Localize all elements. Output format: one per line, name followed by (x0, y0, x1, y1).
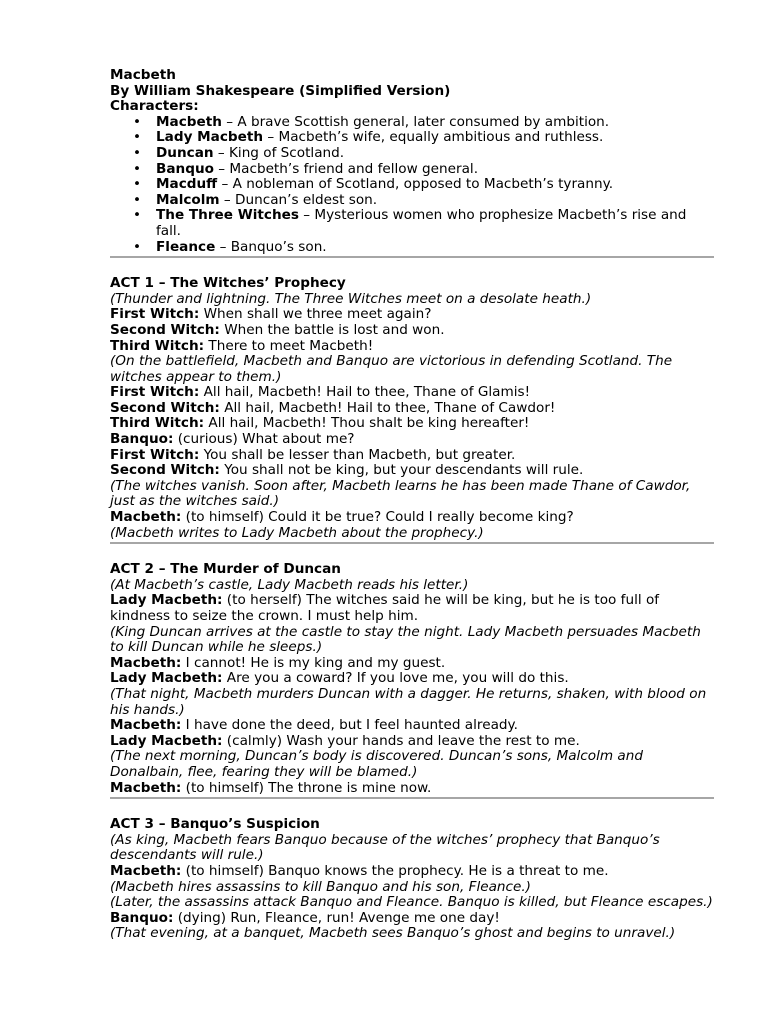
speaker-name: Macbeth: (110, 862, 182, 879)
character-name: Fleance (156, 238, 216, 255)
dialogue-line (110, 671, 714, 687)
stage-direction: (At Macbeth’s castle, Lady Macbeth reads his letter.) (110, 576, 469, 593)
speaker-name: Second Witch: (110, 399, 220, 416)
character-item (156, 240, 714, 256)
speaker-name: Lady Macbeth: (110, 670, 223, 687)
dialogue-text: (to himself) The throne is mine now. (181, 779, 432, 796)
character-description: – A brave Scottish general, later consumed by ambition. (221, 113, 610, 130)
play-byline: By William Shakespeare (Simplified Version) (110, 82, 451, 99)
dialogue-line (110, 385, 714, 401)
act-heading: ACT 2 – The Murder of Duncan (110, 561, 341, 578)
play-title: Macbeth (110, 67, 176, 83)
act-section (110, 276, 714, 544)
dialogue-text: (to himself) Could it be true? Could I really become king? (181, 509, 574, 526)
dialogue-line (110, 401, 714, 417)
dialogue-line (110, 718, 714, 734)
character-description: – A nobleman of Scotland, opposed to Macbeth’s tyranny. (217, 176, 614, 193)
speaker-name: Banquo: (110, 431, 174, 448)
stage-direction: (Macbeth hires assassins to kill Banquo and his son, Fleance.) (110, 878, 531, 895)
dialogue-line (110, 593, 714, 624)
dialogue-text: (dying) Run, Fleance, run! Avenge me one day! (173, 909, 500, 926)
stage-direction: (The next morning, Duncan’s body is discovered. Duncan’s sons, Malcolm and Donalbain, flee, fearing they will be blamed.) (110, 748, 644, 780)
characters-label: Characters: (110, 98, 199, 115)
character-name: Duncan (156, 144, 214, 161)
dialogue-text: (calmly) Wash your hands and leave the rest to me. (222, 732, 580, 749)
stage-direction: (That evening, at a banquet, Macbeth sees Banquo’s ghost and begins to unravel.) (110, 925, 676, 942)
speaker-name: Macbeth: (110, 654, 182, 671)
stage-direction: (King Duncan arrives at the castle to stay the night. Lady Macbeth persuades Macbeth to kill Duncan while he sleeps.) (110, 623, 701, 656)
dialogue-text: You shall not be king, but your descendants will rule. (219, 462, 584, 479)
character-item (156, 193, 714, 209)
speaker-name: Lady Macbeth: (110, 592, 223, 609)
character-name: Macbeth (156, 113, 222, 130)
speaker-name: Second Witch: (110, 462, 220, 479)
character-item (156, 162, 714, 178)
dialogue-text: All hail, Macbeth! Hail to thee, Thane of Glamis! (199, 384, 531, 401)
dialogue-text: There to meet Macbeth! (204, 337, 374, 354)
character-description: – Mysterious women who prophesize Macbeth’s rise and fall. (156, 207, 687, 239)
speaker-name: First Witch: (110, 384, 200, 401)
dialogue-line (110, 510, 714, 526)
section-divider (110, 542, 714, 544)
act-heading: ACT 1 – The Witches’ Prophecy (110, 275, 346, 292)
speaker-name: Macbeth: (110, 717, 182, 734)
dialogue-line (110, 911, 714, 927)
dialogue-line (110, 864, 714, 880)
acts-container (110, 276, 714, 942)
speaker-name: Lady Macbeth: (110, 732, 223, 749)
character-list (110, 115, 714, 255)
dialogue-text: Are you a coward? If you love me, you will do this. (222, 670, 569, 687)
character-item (156, 208, 714, 239)
dialogue-text: I cannot! He is my king and my guest. (181, 654, 446, 671)
section-divider (110, 256, 714, 258)
stage-direction: (That night, Macbeth murders Duncan with a dagger. He returns, shaken, with blood on his hands.) (110, 685, 707, 718)
dialogue-line (110, 463, 714, 479)
character-description: – Duncan’s eldest son. (219, 191, 378, 208)
dialogue-text: (to himself) Banquo knows the prophecy. He is a threat to me. (181, 862, 609, 879)
dialogue-text: (curious) What about me? (173, 431, 355, 448)
section-divider (110, 797, 714, 799)
dialogue-line (110, 781, 714, 797)
stage-direction: (On the battlefield, Macbeth and Banquo are victorious in defending Scotland. The witches appear to them.) (110, 353, 673, 385)
speaker-name: Third Witch: (110, 337, 205, 354)
dialogue-text: All hail, Macbeth! Thou shalt be king hereafter! (204, 415, 530, 432)
speaker-name: Second Witch: (110, 321, 220, 338)
dialogue-line (110, 734, 714, 750)
act-heading: ACT 3 – Banquo’s Suspicion (110, 816, 320, 833)
dialogue-text: When the battle is lost and won. (219, 321, 445, 338)
speaker-name: First Witch: (110, 446, 200, 463)
stage-direction: (Thunder and lightning. The Three Witches meet on a desolate heath.) (110, 290, 592, 307)
dialogue-line (110, 656, 714, 672)
dialogue-line (110, 307, 714, 323)
character-item (156, 177, 714, 193)
dialogue-text: All hail, Macbeth! Hail to thee, Thane of Cawdor! (219, 399, 556, 416)
stage-direction: (The witches vanish. Soon after, Macbeth learns he has been made Thane of Cawdor, just as the witches said.) (110, 477, 691, 510)
dialogue-text: I have done the deed, but I feel haunted already. (181, 717, 518, 734)
dialogue-text: You shall be lesser than Macbeth, but greater. (199, 446, 516, 463)
document-body (110, 68, 714, 942)
stage-direction: (Macbeth writes to Lady Macbeth about the prophecy.) (110, 524, 484, 541)
act-section (110, 817, 714, 942)
speaker-name: Banquo: (110, 909, 174, 926)
character-item (156, 115, 714, 131)
act-section (110, 562, 714, 799)
speaker-name: Macbeth: (110, 509, 182, 526)
character-description: – Banquo’s son. (215, 238, 327, 255)
dialogue-line (110, 323, 714, 339)
stage-direction: (As king, Macbeth fears Banquo because of the witches’ prophecy that Banquo’s descendants will rule.) (110, 831, 660, 864)
character-name: The Three Witches (156, 207, 299, 224)
character-name: Macduff (156, 176, 218, 193)
character-name: Malcolm (156, 191, 220, 208)
dialogue-line (110, 416, 714, 432)
dialogue-text: When shall we three meet again? (199, 306, 432, 323)
character-item (156, 130, 714, 146)
character-description: – King of Scotland. (213, 144, 345, 161)
stage-direction: (Later, the assassins attack Banquo and Fleance. Banquo is killed, but Fleance escapes.) (110, 894, 713, 911)
dialogue-line (110, 448, 714, 464)
dialogue-line (110, 432, 714, 448)
speaker-name: Macbeth: (110, 779, 182, 796)
character-name: Lady Macbeth (156, 129, 264, 146)
dialogue-text: (to herself) The witches said he will be king, but he is too full of kindness to seize the crown. I must help him. (110, 592, 660, 624)
character-description: – Macbeth’s friend and fellow general. (213, 160, 479, 177)
character-name: Banquo (156, 160, 214, 177)
character-description: – Macbeth’s wife, equally ambitious and ruthless. (263, 129, 604, 146)
speaker-name: Third Witch: (110, 415, 205, 432)
speaker-name: First Witch: (110, 306, 200, 323)
character-item (156, 146, 714, 162)
dialogue-line (110, 339, 714, 355)
